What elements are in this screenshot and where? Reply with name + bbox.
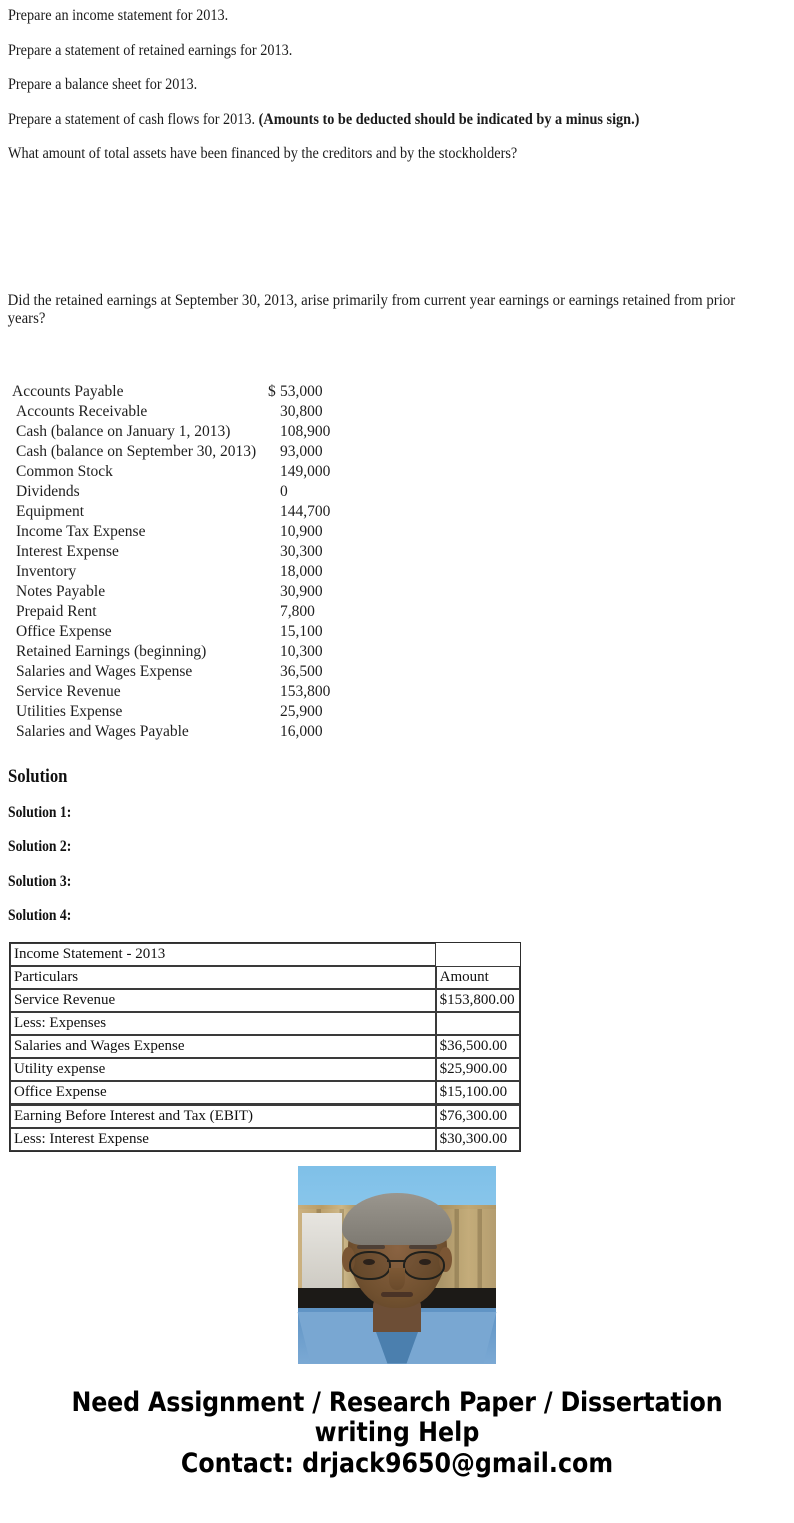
currency-symbol: $ bbox=[268, 382, 276, 400]
row-particulars: Less: Expenses bbox=[10, 1012, 436, 1035]
account-row bbox=[12, 462, 794, 482]
account-value: 153,800 bbox=[280, 682, 331, 700]
account-value: 25,900 bbox=[280, 702, 323, 720]
account-label: Salaries and Wages Expense bbox=[16, 662, 193, 680]
promo-contact-line: Contact: drjack9650@gmail.com bbox=[180, 1447, 614, 1479]
account-row bbox=[12, 682, 794, 702]
account-label: Salaries and Wages Payable bbox=[16, 722, 189, 740]
account-label: Office Expense bbox=[16, 622, 112, 640]
photo-eyebrow-right bbox=[409, 1245, 437, 1249]
account-value: 36,500 bbox=[280, 662, 323, 680]
table-row-subtotal bbox=[10, 1104, 520, 1128]
question-text: Prepare an income statement for 2013. bbox=[8, 7, 229, 24]
photo-nose bbox=[389, 1268, 405, 1290]
account-label: Service Revenue bbox=[16, 682, 121, 700]
account-row bbox=[12, 382, 794, 402]
account-value: 108,900 bbox=[280, 422, 331, 440]
column-header-amount: Amount bbox=[436, 966, 520, 989]
account-row bbox=[12, 622, 794, 642]
account-row bbox=[12, 582, 794, 602]
account-label: Cash (balance on January 1, 2013) bbox=[16, 422, 231, 440]
account-row bbox=[12, 702, 794, 722]
question-line bbox=[8, 145, 724, 163]
photo-glasses-bridge bbox=[387, 1260, 406, 1262]
solution-subheading-2: Solution 2: bbox=[8, 838, 72, 855]
question-line bbox=[8, 111, 724, 129]
account-label: Retained Earnings (beginning) bbox=[16, 642, 207, 660]
table-header-row bbox=[10, 966, 520, 989]
income-statement-title: Income Statement - 2013 bbox=[10, 943, 436, 966]
avatar bbox=[298, 1166, 496, 1364]
row-particulars: Utility expense bbox=[10, 1058, 436, 1081]
account-label: Prepaid Rent bbox=[16, 602, 97, 620]
account-row bbox=[12, 602, 794, 622]
account-row bbox=[12, 642, 794, 662]
account-row bbox=[12, 422, 794, 442]
column-header-particulars: Particulars bbox=[10, 966, 436, 989]
photo-mouth bbox=[381, 1292, 413, 1297]
account-label: Notes Payable bbox=[16, 582, 106, 600]
photo-background-door bbox=[302, 1213, 342, 1292]
photo-lens-right bbox=[403, 1251, 445, 1281]
account-label: Interest Expense bbox=[16, 542, 119, 560]
account-row bbox=[12, 502, 794, 522]
account-label: Accounts Receivable bbox=[16, 402, 148, 420]
account-label: Income Tax Expense bbox=[16, 522, 146, 540]
account-value: 10,300 bbox=[280, 642, 323, 660]
account-row bbox=[12, 562, 794, 582]
row-particulars: Salaries and Wages Expense bbox=[10, 1035, 436, 1058]
table-row bbox=[10, 1035, 520, 1058]
income-statement-table-container bbox=[9, 942, 521, 1147]
row-amount: $25,900.00 bbox=[436, 1058, 520, 1081]
photo-eye-right bbox=[419, 1259, 431, 1265]
account-row bbox=[12, 442, 794, 462]
row-particulars: Office Expense bbox=[10, 1081, 436, 1104]
account-value: 93,000 bbox=[280, 442, 323, 460]
row-particulars: Earning Before Interest and Tax (EBIT) bbox=[10, 1104, 436, 1128]
title-row-blank-cell bbox=[436, 943, 520, 966]
account-balances-list bbox=[0, 382, 794, 742]
account-value: 18,000 bbox=[280, 562, 323, 580]
income-statement-table bbox=[9, 942, 521, 1152]
account-value: 10,900 bbox=[280, 522, 323, 540]
account-label: Dividends bbox=[16, 482, 80, 500]
question-line bbox=[8, 7, 724, 25]
account-value: 30,900 bbox=[280, 582, 323, 600]
photo-lens-left bbox=[349, 1251, 391, 1281]
table-row bbox=[10, 1012, 520, 1035]
table-row bbox=[10, 1058, 520, 1081]
table-row bbox=[10, 1128, 520, 1151]
retained-earnings-question: Did the retained earnings at September 30, 2013, arise primarily from current year earnings or earnings retained from prior years? bbox=[7, 291, 736, 327]
avatar-section bbox=[0, 1160, 794, 1388]
question-line bbox=[8, 42, 724, 60]
account-label: Cash (balance on September 30, 2013) bbox=[16, 442, 257, 460]
row-amount: $76,300.00 bbox=[436, 1104, 520, 1128]
promo-line-2: writing Help bbox=[314, 1416, 480, 1448]
solution-heading: Solution bbox=[8, 765, 68, 787]
account-label: Inventory bbox=[16, 562, 77, 580]
account-row bbox=[12, 722, 794, 742]
row-amount: $15,100.00 bbox=[436, 1081, 520, 1104]
table-row bbox=[10, 989, 520, 1012]
table-row bbox=[10, 1081, 520, 1104]
solution-subheading-3: Solution 3: bbox=[8, 872, 72, 890]
row-particulars: Less: Interest Expense bbox=[10, 1128, 436, 1151]
solution-section bbox=[0, 766, 794, 926]
solution-subheading-1: Solution 1: bbox=[8, 803, 72, 821]
question-text: Prepare a statement of retained earnings for 2013. bbox=[8, 41, 293, 59]
account-label: Common Stock bbox=[16, 462, 113, 480]
row-amount bbox=[436, 1012, 520, 1035]
photo-eye-left bbox=[363, 1259, 375, 1265]
row-particulars: Service Revenue bbox=[10, 989, 436, 1012]
table-title-row bbox=[10, 943, 520, 966]
account-value: 7,800 bbox=[280, 602, 315, 620]
question-bold-note: (Amounts to be deducted should be indicated by a minus sign.) bbox=[258, 110, 640, 128]
question-text: What amount of total assets have been financed by the creditors and by the stockholders? bbox=[8, 145, 518, 162]
solution-subheading-4: Solution 4: bbox=[8, 907, 72, 924]
account-value: 15,100 bbox=[280, 622, 323, 640]
account-label: Accounts Payable bbox=[12, 382, 124, 400]
row-amount: $30,300.00 bbox=[436, 1128, 520, 1151]
account-row bbox=[12, 482, 794, 502]
account-label: Utilities Expense bbox=[16, 702, 123, 720]
account-label: Equipment bbox=[16, 502, 85, 520]
question-text: Prepare a balance sheet for 2013. bbox=[8, 76, 198, 93]
blank-answer-space bbox=[0, 180, 794, 292]
account-value: 144,700 bbox=[280, 502, 331, 520]
account-value: 30,800 bbox=[280, 402, 323, 420]
row-amount: $153,800.00 bbox=[436, 989, 520, 1012]
promo-line-1: Need Assignment / Research Paper / Dissertation bbox=[71, 1386, 723, 1418]
account-value: 149,000 bbox=[280, 462, 331, 480]
row-amount: $36,500.00 bbox=[436, 1035, 520, 1058]
account-value: 0 bbox=[280, 482, 288, 500]
question-list bbox=[0, 0, 794, 163]
account-row bbox=[12, 402, 794, 422]
account-value: 30,300 bbox=[280, 542, 323, 560]
account-row bbox=[12, 662, 794, 682]
question-line bbox=[8, 76, 724, 94]
photo-eyebrow-left bbox=[357, 1245, 385, 1249]
promo-footer bbox=[0, 1388, 794, 1479]
question-text: Prepare a statement of cash flows for 2013. bbox=[8, 110, 259, 128]
account-value: 53,000 bbox=[280, 382, 323, 400]
account-row bbox=[12, 542, 794, 562]
account-value: 16,000 bbox=[280, 722, 323, 740]
account-row bbox=[12, 522, 794, 542]
